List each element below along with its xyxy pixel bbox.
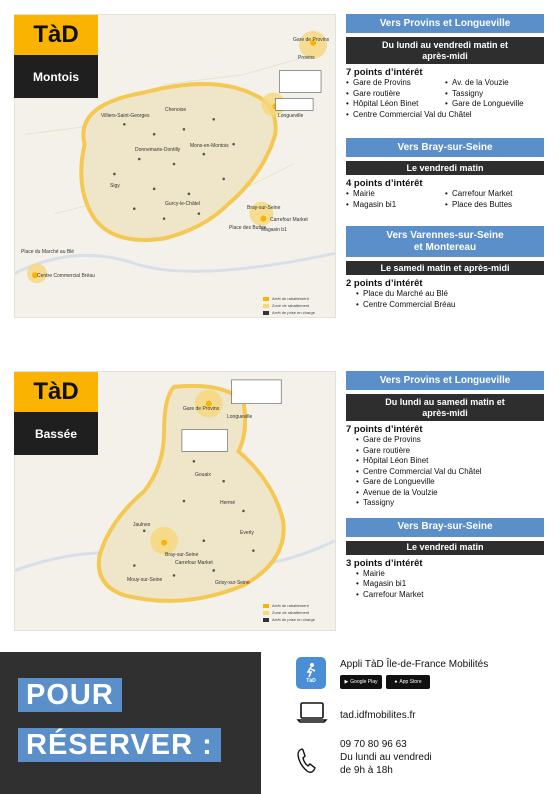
bassee-info xyxy=(346,371,544,600)
poi-item: • Tassigny xyxy=(356,498,544,509)
destination-header: Vers Varennes-sur-Seine et Montereau xyxy=(346,226,544,257)
tad-logo: TàD xyxy=(14,372,98,412)
tad-logo: TàD xyxy=(14,15,98,55)
map-label: Mons-en-Montois xyxy=(190,143,229,149)
app-store-badge[interactable]: ● App Store xyxy=(386,675,430,689)
poi-item: • Centre Commercial Val du Châtel xyxy=(346,110,445,121)
poi-item: • Centre Commercial Val du Châtel xyxy=(356,467,544,478)
schedule-header: Du lundi au samedi matin et après-midi xyxy=(346,394,544,421)
map-label: Longueville xyxy=(227,414,253,420)
poi-item: • Magasin bi1 xyxy=(346,200,445,211)
destination-header: Vers Bray-sur-Seine xyxy=(346,518,544,537)
poi-count: 3 points d’intérêt xyxy=(346,557,423,569)
poi-item: • Gare de Provins xyxy=(346,78,445,89)
tad-app-icon[interactable] xyxy=(296,657,326,689)
poi-item: • Mairie xyxy=(356,569,544,580)
zone-name: Montois xyxy=(14,55,98,98)
zone-name: Bassée xyxy=(14,412,98,455)
poi-item: • Gare routière xyxy=(356,446,544,457)
poi-list xyxy=(346,569,544,601)
poi-item: • Carrefour Market xyxy=(445,189,544,200)
map-legend: Arrêt de rabattement Zone de rabattement Arrêt de prise en charge xyxy=(263,295,315,316)
poi-item: • Place des Buttes xyxy=(445,200,544,211)
destination-header: Vers Provins et Longueville xyxy=(346,14,544,33)
laptop-icon xyxy=(296,700,328,729)
map-label: Jaulnes xyxy=(133,522,151,528)
schedule-header: Le samedi matin et après-midi xyxy=(346,261,544,275)
destination-header: Vers Bray-sur-Seine xyxy=(346,138,544,157)
reserver-label: RÉSERVER : xyxy=(18,728,221,762)
schedule-header: Le vendredi matin xyxy=(346,161,544,175)
montois-info xyxy=(346,14,544,310)
hours-line-1: Du lundi au vendredi xyxy=(340,752,432,763)
poi-count: 7 points d’intérêt xyxy=(346,67,423,78)
poi-item: • Av. de la Vouzie xyxy=(445,78,544,89)
map-label: Villiers-Saint-Georges xyxy=(101,113,150,119)
pour-label: POUR xyxy=(18,678,122,712)
poi-item: • Gare de Provins xyxy=(356,435,544,446)
poi-item: • Hôpital Léon Binet xyxy=(356,456,544,467)
person-icon xyxy=(303,662,319,678)
poi-item: • Hôpital Léon Binet xyxy=(346,99,445,110)
map-label: Gare de Provins xyxy=(183,406,220,412)
play-icon: ▶ xyxy=(344,679,349,685)
poi-count: 2 points d’intérêt xyxy=(346,278,423,289)
map-label: Grisy-sur-Seine xyxy=(215,580,250,586)
map-label: Gouaix xyxy=(195,472,211,478)
map-label: Gare de Provins xyxy=(293,37,330,43)
poi-item: • Place du Marché au Blé xyxy=(356,289,544,300)
poi-list xyxy=(346,189,544,210)
poi-item: • Tassigny xyxy=(445,89,544,100)
map-label: Centre Commercial Bréau xyxy=(37,273,95,279)
apple-icon: ● xyxy=(394,679,398,685)
poi-item: • Gare routière xyxy=(346,89,445,100)
poi-count: 7 points d’intérêt xyxy=(346,424,423,435)
map-label: Longueville xyxy=(278,113,304,119)
map-label: Place du Marché au Blé xyxy=(21,249,75,255)
map-label: Carrefour Market xyxy=(175,560,213,566)
map-legend: Arrêt de rabattement Zone de rabattement Arrêt de prise en charge xyxy=(263,602,315,623)
poi-item: • Avenue de la Voulzie xyxy=(356,488,544,499)
map-label: Donnemarie-Dontilly xyxy=(135,147,181,153)
poi-item: • Magasin bi1 xyxy=(356,579,544,590)
app-label: Appli TàD Île-de-France Mobilités xyxy=(340,659,489,670)
poi-list xyxy=(346,289,544,310)
map-label: Gurcy-le-Châtel xyxy=(165,201,201,207)
app-icon-caption: TàD xyxy=(306,678,316,684)
map-label: Sigy xyxy=(110,183,120,189)
poi-item: • Gare de Longueville xyxy=(356,477,544,488)
google-play-badge[interactable]: ▶ Google Play xyxy=(340,675,382,689)
map-label: Mouy-sur-Seine xyxy=(127,577,163,583)
map-label: Bray-sur-Seine xyxy=(247,205,281,211)
map-label: Magasin b1 xyxy=(261,227,287,233)
poi-item: • Gare de Longueville xyxy=(445,99,544,110)
map-label: Hermé xyxy=(220,500,236,506)
phone-icon xyxy=(296,746,318,779)
phone-number[interactable]: 09 70 80 96 63 xyxy=(340,739,407,750)
map-label: Provins xyxy=(298,55,315,61)
poi-item: • Mairie xyxy=(346,189,445,200)
schedule-header: Du lundi au vendredi matin et après-midi xyxy=(346,37,544,64)
poi-count: 4 points d’intérêt xyxy=(346,178,423,189)
map-label: Bray-sur-Seine xyxy=(165,552,199,558)
reservation-panel xyxy=(0,652,261,794)
map-label: Place des Buttes xyxy=(229,225,267,231)
map-label: Carrefour Market xyxy=(270,217,308,223)
poi-item: • Centre Commercial Bréau xyxy=(356,300,544,311)
poi-list xyxy=(346,78,544,120)
poi-item: • Carrefour Market xyxy=(356,590,544,601)
destination-header: Vers Provins et Longueville xyxy=(346,371,544,390)
map-label: Everly xyxy=(240,530,254,536)
website-link[interactable]: tad.idfmobilites.fr xyxy=(340,710,416,721)
hours-line-2: de 9h à 18h xyxy=(340,765,393,776)
map-label: Chenoise xyxy=(165,107,187,113)
schedule-header: Le vendredi matin xyxy=(346,541,544,555)
poi-list xyxy=(346,435,544,509)
